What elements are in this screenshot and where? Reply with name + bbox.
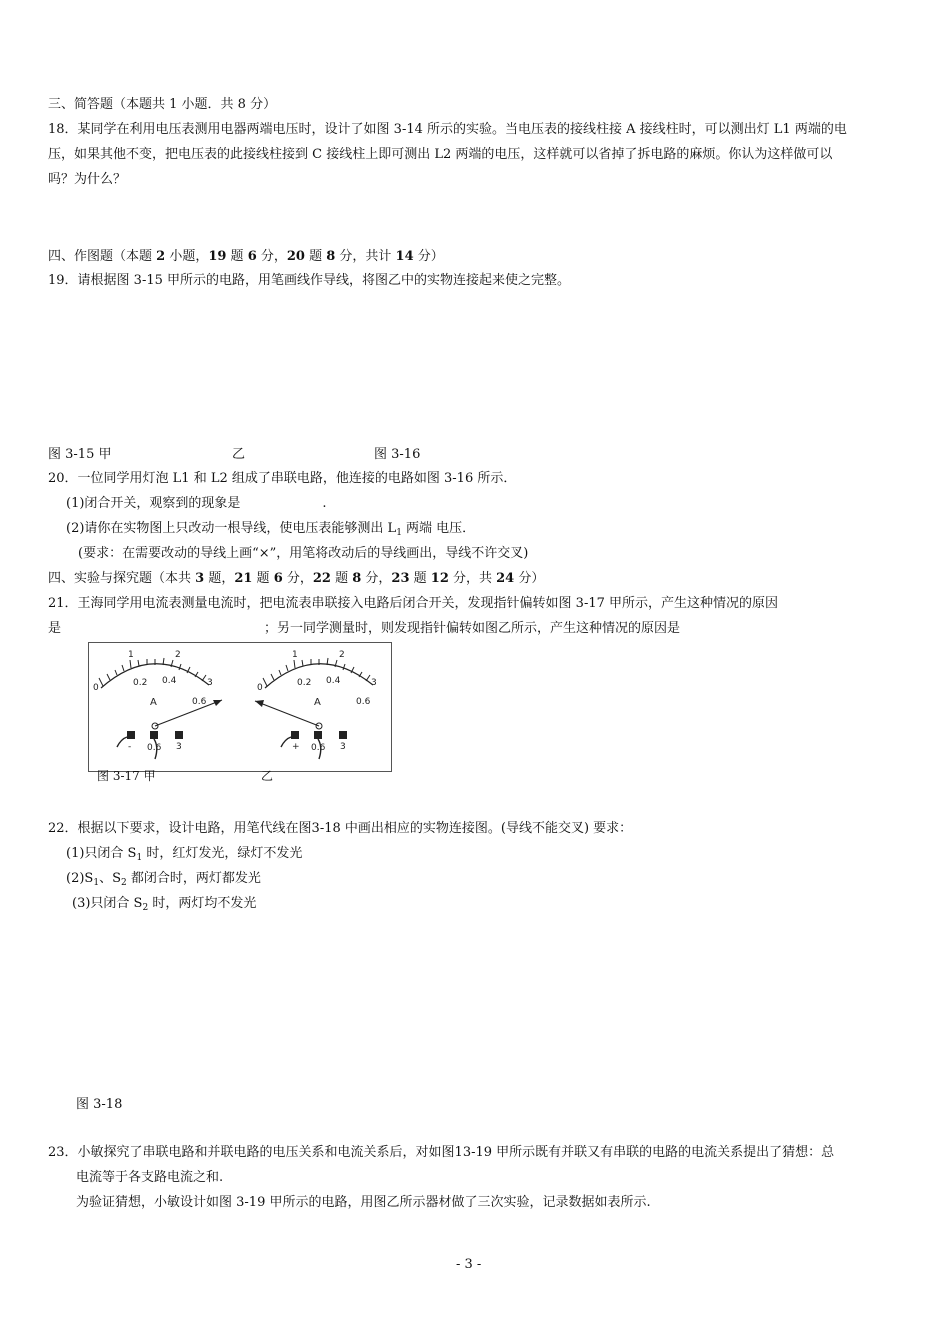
ammeter-yi-terminal-label-0.6: 0.6 xyxy=(311,743,326,753)
ammeter-jia-wire-left xyxy=(117,737,127,747)
ammeter-yi-label-0.4: 0.4 xyxy=(326,676,341,686)
q22-stem: 22．根据以下要求，设计电路，用笔代线在图3-18 中画出相应的实物连接图。(导线不能交叉) 要求： xyxy=(48,821,633,836)
fig-3-15-jia-caption: 图 3-15 甲 xyxy=(48,447,112,462)
q20-part-2: (2)请你在实物图上只改动一根导线，使电压表能够测出 $L_1$ 两端 电压． xyxy=(66,521,476,538)
q20-stem: 20．一位同学用灯泡 L1 和 L2 组成了串联电路，他连接的电路如图 3-16 所示． xyxy=(48,471,517,486)
q23-line-3: 为验证猜想，小敏设计如图 3-19 甲所示的电路，用图乙所示器材做了三次实验，记录数据如表所示. xyxy=(76,1195,651,1210)
ammeter-yi-terminal-pos xyxy=(291,731,299,739)
ammeter-yi-terminal-label-3: 3 xyxy=(340,742,346,752)
ammeter-jia-terminal-label-neg: - xyxy=(128,742,132,752)
q21-line-1: 21．王海同学用电流表测量电流时，把电流表串联接入电路后闭合开关，发现指针偏转如图 3-17 甲所示，产生这种情况的原因 xyxy=(48,596,779,611)
ammeter-jia-needle xyxy=(155,700,222,726)
q18-line-3: 吗？为什么？ xyxy=(48,172,127,187)
fig-3-16-caption: 图 3-16 xyxy=(374,447,421,462)
ammeter-yi-label-0.2: 0.2 xyxy=(297,678,312,688)
ammeter-jia-unit: A xyxy=(150,697,157,708)
fig-3-18-caption: 图 3-18 xyxy=(76,1097,123,1112)
ammeter-jia-label-0.4: 0.4 xyxy=(162,676,177,686)
section-4-title: 四、作图题（本题 2 小题，19 题 6 分，20 题 8 分，共计 14 分） xyxy=(48,249,444,264)
ammeter-yi-label-0.6: 0.6 xyxy=(356,697,371,707)
ammeter-jia-terminal-0.6 xyxy=(150,731,158,739)
ammeter-yi-label-0: 0 xyxy=(257,683,263,693)
ammeter-yi-arc xyxy=(265,664,373,688)
ammeter-yi-terminal-label-pos: + xyxy=(292,742,300,752)
ammeter-jia-label-3: 3 xyxy=(207,678,213,688)
page-number: - 3 - xyxy=(456,1257,482,1272)
ammeter-yi-label-1: 1 xyxy=(292,650,298,660)
ammeter-jia-label-0: 0 xyxy=(93,683,99,693)
q20-part-1: (1)闭合开关，观察到的现象是 . xyxy=(66,496,327,511)
q18-line-2: 压，如果其他不变，把电压表的此接线柱接到 C 接线柱上即可测出 L2 两端的电压，这样就可以省掉了拆电路的麻烦。你认为这样做可以 xyxy=(48,147,833,162)
q23-line-2: 电流等于各支路电流之和. xyxy=(76,1170,224,1185)
ammeter-jia-terminal-3 xyxy=(175,731,183,739)
ammeter-yi-wire-left xyxy=(281,737,291,747)
q22-req-3: (3)只闭合 $S_2$ 时，两灯均不发光 xyxy=(72,896,257,913)
ammeter-yi-terminal-0.6 xyxy=(314,731,322,739)
ammeter-yi xyxy=(255,650,377,759)
ammeter-figure xyxy=(89,643,391,771)
ammeter-jia-label-0.6: 0.6 xyxy=(192,697,207,707)
ammeter-jia-terminal-neg xyxy=(127,731,135,739)
ammeter-yi-unit: A xyxy=(314,697,321,708)
q22-req-1: (1)只闭合 $S_1$ 时，红灯发光，绿灯不发光 xyxy=(66,846,303,863)
q19-text: 19．请根据图 3-15 甲所示的电路，用笔画线作导线，将图乙中的实物连接起来使之完整。 xyxy=(48,273,571,288)
q21-line-2b: ；另一同学测量时，则发现指针偏转如图乙所示，产生这种情况的原因是 xyxy=(264,621,681,636)
fig-3-17-yi-caption: 乙 xyxy=(261,769,274,783)
ammeter-jia-arc xyxy=(101,664,209,688)
q22-req-2: $(2)S_1$、$S_2$ 都闭合时，两灯都发光 xyxy=(66,871,261,888)
ammeter-jia xyxy=(93,650,222,759)
q20-note: (要求：在需要改动的导线上画“×”，用笔将改动后的导线画出，导线不许交叉) xyxy=(78,546,529,561)
q18-line-1: 18．某同学在利用电压表测用电器两端电压时，设计了如图 3-14 所示的实验。当电压表的接线柱接 A 接线柱时，可以测出灯 L1 两端的电 xyxy=(48,122,847,137)
ammeter-jia-label-0.2: 0.2 xyxy=(133,678,148,688)
ammeter-jia-label-2: 2 xyxy=(175,650,181,660)
ammeter-yi-needle-arrow xyxy=(255,700,264,707)
section-5-title: 四、实验与探究题（本共 3 题，21 题 6 分，22 题 8 分，23 题 12 分，共 24 分） xyxy=(48,571,545,586)
q23-line-1: 23．小敏探究了串联电路和并联电路的电压关系和电流关系后，对如图13-19 甲所示既有并联又有串联的电路的电流关系提出了猜想：总 xyxy=(48,1145,835,1160)
ammeter-jia-terminal-label-3: 3 xyxy=(176,742,182,752)
ammeter-yi-needle xyxy=(255,701,319,726)
ammeter-yi-label-3: 3 xyxy=(371,678,377,688)
q21-line-2a: 是 xyxy=(48,621,62,636)
ammeter-jia-label-1: 1 xyxy=(128,650,134,660)
ammeter-yi-label-2: 2 xyxy=(339,650,345,660)
ammeter-yi-terminal-3 xyxy=(339,731,347,739)
ammeter-jia-terminal-label-0.6: 0.6 xyxy=(147,743,162,753)
section-3-title: 三、简答题（本题共 1 小题．共 8 分） xyxy=(48,97,277,112)
figure-3-17 xyxy=(88,642,392,783)
fig-3-17-jia-caption: 图 3-17 甲 xyxy=(97,769,156,783)
fig-3-15-yi-caption: 乙 xyxy=(232,447,246,462)
